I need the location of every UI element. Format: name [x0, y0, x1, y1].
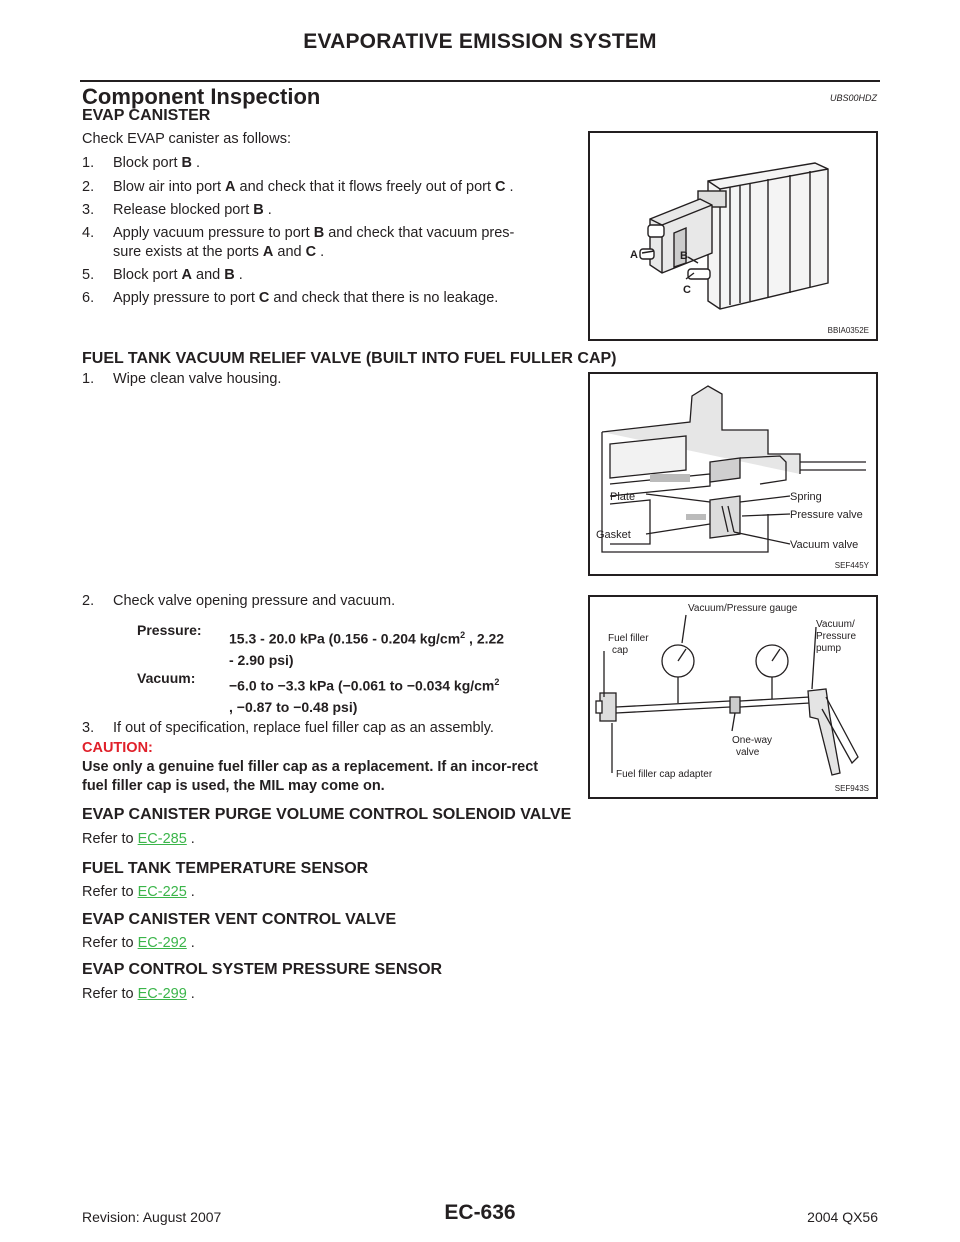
canister-illustration: [590, 133, 876, 339]
port-b-label: B: [680, 250, 688, 262]
gauge-setup-figure-id: SEF943S: [834, 784, 869, 793]
relief-step-2: 2. Check valve opening pressure and vacuum.: [82, 593, 396, 609]
canister-figure: [588, 131, 878, 341]
relief-step-1: 1. Wipe clean valve housing.: [82, 371, 282, 387]
ref-line-temp-sensor: Refer to EC-225 .: [82, 884, 195, 900]
spring-label: Spring: [790, 491, 822, 503]
canister-step-2: 2. Blow air into port A and check that it flows freely out of port C .: [82, 179, 514, 195]
pump-label-1: Vacuum/: [816, 619, 855, 630]
one-way-valve-label-2: valve: [736, 747, 760, 758]
header-divider: [80, 80, 880, 82]
vacuum-spec-value: −6.0 to −3.3 kPa (−0.061 to −0.034 $kg/cm^2$ , −0.87 to −0.48 psi): [229, 677, 500, 715]
pressure-spec-value: 15.3 - 20.0 kPa (0.156 - 0.204 $kg/cm^2$ , 2.22 - 2.90 psi): [229, 630, 505, 668]
footer-model: 2004 QX56: [807, 1209, 878, 1225]
cap-section-figure-id: SEF445Y: [834, 561, 869, 570]
gauge-setup-figure: [588, 595, 878, 799]
section-title: Component Inspection: [82, 84, 321, 109]
link-ec-299[interactable]: EC-299: [137, 986, 187, 1002]
gauge-label: Vacuum/Pressure gauge: [688, 603, 798, 614]
pressure-spec-label: Pressure:: [137, 622, 202, 638]
vacuum-spec-label: Vacuum:: [137, 670, 196, 686]
adapter-label: Fuel filler cap adapter: [616, 769, 713, 780]
gasket-label: Gasket: [596, 529, 631, 541]
ref-heading-temp-sensor: FUEL TANK TEMPERATURE SENSOR: [82, 860, 369, 877]
port-a-label: A: [630, 249, 638, 261]
plate-label: Plate: [610, 491, 636, 503]
canister-heading: EVAP CANISTER: [82, 107, 211, 124]
ref-heading-pressure-sensor: EVAP CONTROL SYSTEM PRESSURE SENSOR: [82, 961, 443, 978]
footer-revision: Revision: August 2007: [82, 1209, 222, 1225]
link-ec-292[interactable]: EC-292: [137, 935, 187, 951]
canister-intro: Check EVAP canister as follows:: [82, 131, 291, 147]
pressure-valve-label: Pressure valve: [790, 509, 863, 521]
canister-step-5: 5. Block port A and B .: [82, 267, 243, 283]
fuel-filler-cap-label-2: cap: [612, 645, 629, 656]
pump-label-3: pump: [816, 643, 842, 654]
cap-section-illustration: [590, 374, 876, 574]
link-ec-285[interactable]: EC-285: [137, 831, 187, 847]
canister-step-3: 3. Release blocked port B .: [82, 202, 272, 218]
ref-heading-vent-valve: EVAP CANISTER VENT CONTROL VALVE: [82, 911, 397, 928]
ref-line-purge-valve: Refer to EC-285 .: [82, 831, 195, 847]
relief-heading: FUEL TANK VACUUM RELIEF VALVE (BUILT INTO FUEL FULLER CAP): [82, 350, 617, 367]
fuel-filler-cap-label-1: Fuel filler: [608, 633, 649, 644]
one-way-valve-label-1: One-way: [732, 735, 773, 746]
ref-heading-purge-valve: EVAP CANISTER PURGE VOLUME CONTROL SOLENOID VALVE: [82, 806, 572, 823]
section-code: UBS00HDZ: [829, 93, 877, 103]
gauge-setup-illustration: [590, 597, 876, 797]
pump-label-2: Pressure: [816, 631, 857, 642]
port-c-label: C: [683, 284, 691, 296]
canister-step-6: 6. Apply pressure to port C and check that there is no leakage.: [82, 290, 499, 306]
page-header-title: EVAPORATIVE EMISSION SYSTEM: [303, 30, 657, 53]
caution-heading: CAUTION:: [82, 740, 153, 756]
relief-step-3: 3. If out of specification, replace fuel filler cap as an assembly.: [82, 720, 494, 736]
footer-page-number: EC-636: [444, 1201, 516, 1224]
canister-figure-id: BBIA0352E: [827, 326, 869, 335]
caution-text: Use only a genuine fuel filler cap as a replacement. If an incor-rect fuel filler cap is used, the MIL may come on.: [82, 759, 539, 794]
canister-step-4: 4. Apply vacuum pressure to port B and check that vacuum pres- sure exists at the ports A and C .: [82, 225, 515, 260]
cap-section-figure: [588, 372, 878, 576]
vacuum-valve-label: Vacuum valve: [790, 539, 859, 551]
canister-step-1: 1. Block port B .: [82, 155, 201, 171]
link-ec-225[interactable]: EC-225: [137, 884, 187, 900]
ref-line-vent-valve: Refer to EC-292 .: [82, 935, 195, 951]
ref-line-pressure-sensor: Refer to EC-299 .: [82, 986, 195, 1002]
